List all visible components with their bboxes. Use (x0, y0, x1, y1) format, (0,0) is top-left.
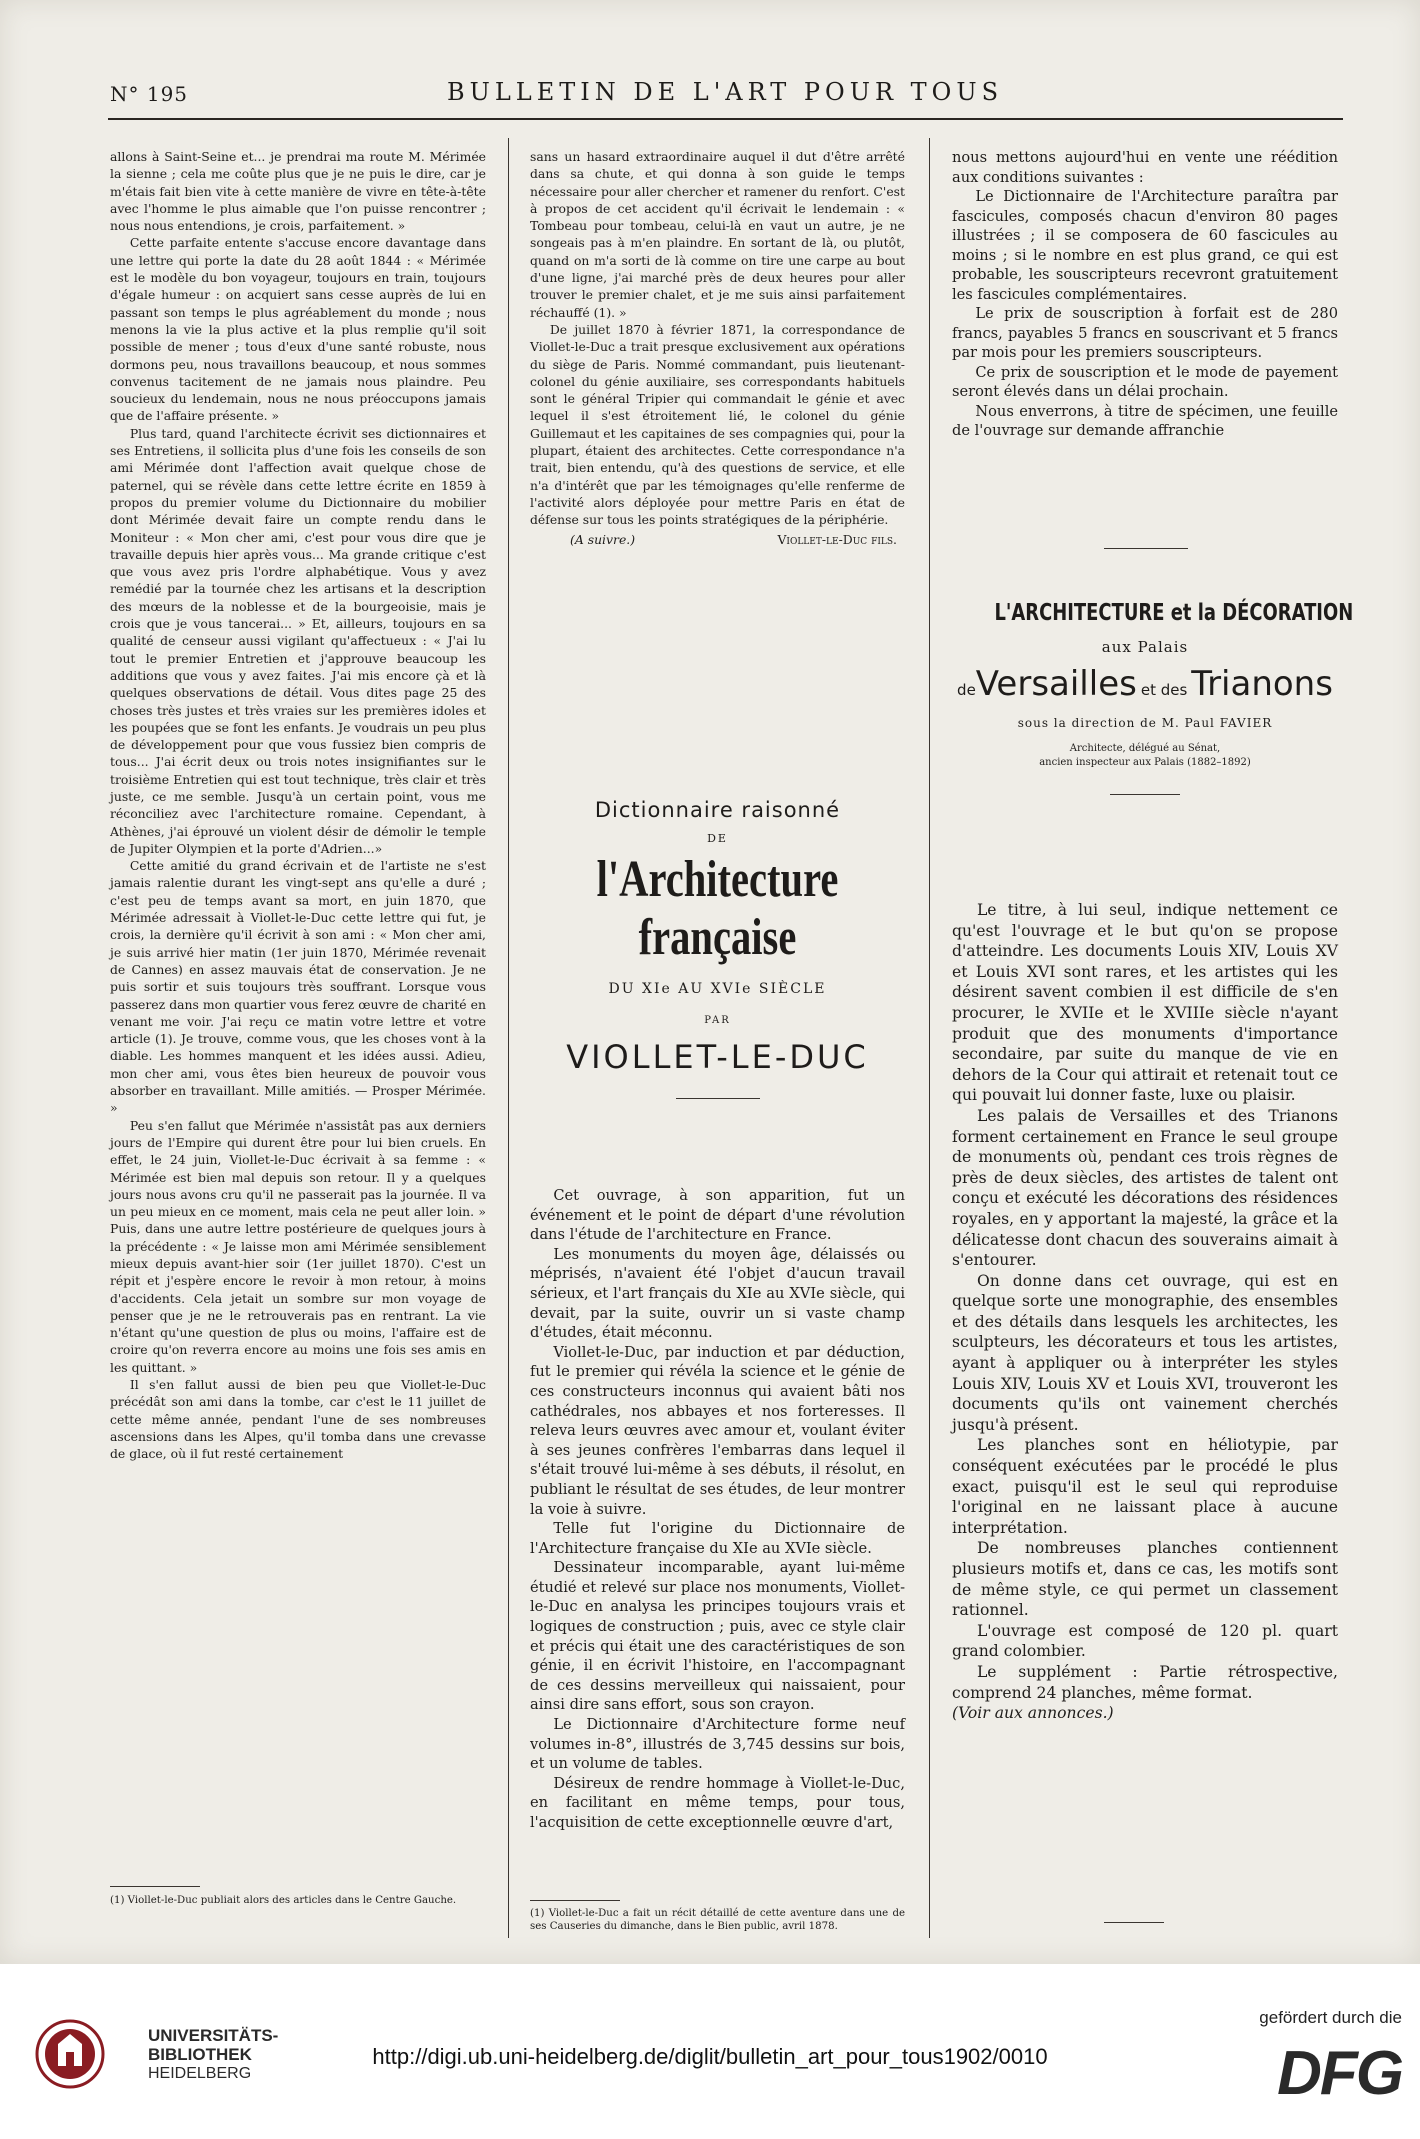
signature-line (530, 531, 905, 548)
paragraph: Cette parfaite entente s'accuse encore davantage dans une lettre qui porte la date du 28 août 1844 : « Mérimée est le modèle du bon voyageur, toujours en train, toujours d'égale humeur : on acquiert sans cesse auprès de lui en passant son temps le plus agréablement du monde ; nous menons la vie la plus active et la plus remplie qu'il soit possible de mener ; tous d'eux d'une santé robuste, nous dormons peu, nous travaillons beaucoup, et nous sommes convenus tacitement de ne jamais nous plaindre. Peu soucieux du lendemain, nous ne nous préoccupons jamais que de l'affaire présente. » (110, 235, 486, 424)
versailles-advertisement (952, 600, 1354, 795)
to-be-continued: (A suivre.) (570, 531, 636, 547)
paragraph: Ce prix de souscription et le mode de payement seront élevés dans un délai prochain. (952, 363, 1338, 400)
separator (676, 1098, 760, 1099)
dictionary-advertisement (530, 798, 905, 1099)
footnote-rule-1 (110, 1886, 200, 1887)
paragraph: Désireux de rendre hommage à Viollet-le-Duc, en facilitant en même temps, pour tous, l'acquisition de cette exceptionnelle œuvre d'art, (530, 1774, 905, 1831)
paragraph: On donne dans cet ouvrage, qui est en quelque sorte une monographie, des ensembles et des détails dans lesquels les architectes, les sculpteurs, les décorateurs et tous les artistes, ayant à appliquer ou à interpréter les styles Louis XIV, Louis XV et Louis XVI, trouveront les documents qu'ils ont vainement cherchés jusqu'à présent. (952, 1271, 1338, 1434)
column-1 (110, 148, 486, 1463)
ad-role (952, 742, 1338, 770)
ad-subtitle: aux Palais (1101, 638, 1189, 656)
footnote-2: (1) Viollet-le-Duc a fait un récit détaillé de cette aventure dans une de ses Causeries du dimanche, dans le Bien public, avril 1878. (530, 1908, 905, 1932)
paragraph: Le supplément : Partie rétrospective, comprend 24 planches, même format. (952, 1662, 1338, 1702)
paragraph: Telle fut l'origine du Dictionnaire de l'Architecture française du XIe au XVIe siècle. (530, 1520, 905, 1557)
header-rule (108, 118, 1343, 120)
ad-author: VIOLLET-LE-DUC (566, 1038, 869, 1076)
paragraph: De juillet 1870 à février 1871, la correspondance de Viollet-le-Duc a trait presque exclusivement aux opérations du siège de Paris. Nommé commandant, puis lieutenant-colonel du génie auxiliaire, ses correspondants habituels sont le général Tripier qui commandait le génie et avec lequel il s'est étroitement lié, le colonel du génie Guillemaut et les capitaines de ses compagnies qui, pour la plupart, étaient des architectes. Cette correspondance n'a trait, bien entendu, qu'à des questions de service, et elle n'a d'intérêt que par les témoignages qu'elle renferme de l'activité alors déployée pour mettre Paris en état de défense sur tous les points stratégiques de la périphérie. (530, 321, 905, 528)
see-announcements: (Voir aux annonces.) (952, 1704, 1114, 1723)
ad-trianons: Trianons (1191, 664, 1333, 704)
separator (1104, 548, 1188, 549)
funded-by-label: gefördert durch die (1259, 2008, 1402, 2027)
ad-versailles: Versailles (975, 664, 1137, 704)
ad-role-line2: ancien inspecteur aux Palais (1882–1892) (1039, 757, 1251, 768)
ad-palaces (952, 664, 1338, 704)
uni-line-2: BIBLIOTHEK (148, 2045, 252, 2064)
ad-de: de (957, 681, 976, 699)
dfg-logo: DFG (1277, 2039, 1402, 2108)
ad-role-line1: Architecte, délégué au Sénat, (1069, 743, 1221, 754)
journal-title: BULLETIN DE L'ART POUR TOUS (446, 78, 1004, 106)
footnote-1: (1) Viollet-le-Duc publiait alors des articles dans le Centre Gauche. (110, 1895, 457, 1906)
paragraph: allons à Saint-Seine et... je prendrai ma route M. Mérimée la sienne ; cela me coûte plus que je ne puis le dire, car je m'étais fait bien vite à cette manière de vivre en tête-à-tête avec l'homme le plus aimable que l'on puisse rencontrer ; nous nous entendions, je crois, parfaitement. » (110, 149, 486, 234)
paragraph: Dessinateur incomparable, ayant lui-même étudié et relevé sur place nos monuments, Viollet-le-Duc en analysa les principes toujours vrais et logiques de construction ; puis, avec ce style clair et précis qui était une des caractéristiques de son génie, il en écrivit l'histoire, en l'accompagnant de ces dessins merveilleux qui naissaient, pour ainsi dire sans effort, sous son crayon. (530, 1559, 905, 1714)
column-2-body (530, 1186, 905, 1833)
paragraph: De nombreuses planches contiennent plusieurs motifs et, dans ce cas, les motifs sont de même style, ce qui permet un classement rationnel. (952, 1539, 1338, 1620)
viewer-footer (0, 1964, 1420, 2139)
paragraph: Le Dictionnaire d'Architecture forme neuf volumes in-8°, illustrés de 3,745 dessins sur bois, et un volume de tables. (530, 1716, 905, 1773)
ad-title-line1: Dictionnaire raisonné (594, 798, 841, 822)
paragraph: Cette amitié du grand écrivain et de l'artiste ne s'est jamais ralentie durant les vingt-sept ans qu'elle a duré ; c'est peu de temps avant sa mort, en juin 1870, que Mérimée adressait à Viollet-le-Duc cette lettre qui fut, je crois, la dernière qu'il écrivit à son ami : « Mon cher ami, je suis arrivé hier matin (1er juin 1870, Mérimée revenait de Cannes) en assez mauvais état de conservation. Je ne puis sortir et suis toujours très souffrant. Lorsque vous passerez dans mon quartier vous ferez œuvre de charité en venant me voir. J'ai reçu ce matin votre lettre et votre article (1). Je trouve, comme vous, que les choses vont à la diable. Les hommes manquent et les idées aussi. Adieu, mon cher ami, vous êtes bien heureux de pouvoir vous absorber en travaillant. Mille amitiés. — Prosper Mérimée. » (110, 858, 486, 1116)
column-divider-2 (929, 138, 930, 1938)
paragraph: Le Dictionnaire de l'Architecture paraîtra par fascicules, composés chacun d'environ 80 pages illustrées ; il se composera de 60 fascicules au moins ; si le nombre en est plus grand, ce qui est probable, les souscripteurs recevront gratuitement les fascicules complémentaires. (952, 188, 1338, 303)
paragraph: Cet ouvrage, à son apparition, fut un événement et le point de départ d'une révolution dans l'étude de l'architecture en France. (530, 1187, 905, 1244)
paragraph: Plus tard, quand l'architecte écrivit ses dictionnaires et ses Entretiens, il sollicita plus d'une fois les conseils de son ami Mérimée dont l'affection avait quelque chose de paternel, qui se révèle dans cette lettre écrite en 1859 à propos du premier volume du Dictionnaire du mobilier dont Mérimée devait faire un compte rendu dans le Moniteur : « Mon cher ami, c'est pour vous dire que je travaille depuis hier après vous... Ma grande critique c'est que vous avez pris l'ordre alphabétique. Vous y avez remédié par la tournée chez les artisans et la description des mœurs de la noblesse et de la bourgeoisie, mais je crois que je vous tancerai... » Et, ailleurs, toujours en sa qualité de censeur aussi vigilant qu'affectueux : « J'ai lu tout le premier Entretien et j'approuve beaucoup les additions que vous y avez faites. J'ai mis encore çà et là quelques observations de détail. Vous dites page 25 des choses très justes et très vraies sur les premières idoles et les poupées que se font les enfants. Je voudrais un peu plus de développement pour que vous fussiez bien compris de tous... J'ai écrit deux ou trois notes insignifiantes sur le troisième Entretien qui est tout technique, très clair et très juste, ce me semble. Jusqu'à un certain point, vous me réconciliez avec l'architecture romaine. Cependant, à Athènes, j'ai éprouvé un violent désir de démolir le temple de Jupiter Olympien et la porte d'Adrien...» (110, 425, 486, 856)
paragraph: Les monuments du moyen âge, délaissés ou méprisés, n'avaient été l'objet d'aucun travail sérieux, et l'art français du XIe au XVIe siècle, qui devait, par la suite, ouvrir un si vaste champ d'études, était méconnu. (530, 1245, 905, 1342)
paragraph: Nous enverrons, à titre de spécimen, une feuille de l'ouvrage sur demande affranchie (952, 402, 1338, 439)
column-3 (952, 148, 1338, 441)
paragraph: Les planches sont en héliotypie, par conséquent exécutées par le procédé le plus exact, puisqu'il est le seul qui reproduise l'original en ne laissant place à aucune interprétation. (952, 1436, 1338, 1537)
separator (1104, 1922, 1164, 1923)
paragraph: Viollet-le-Duc, par induction et par déduction, fut le premier qui révéla la science et le génie de ces constructeurs inconnus qui avaient bâti nos cathédrales, nos abbayes et nos forteresses. Il releva leurs œuvres avec amour et, voulant éviter à ses jeunes confrères l'embarras dans lequel il s'était trouvé lui-même à ses débuts, il résolut, en publiant le résultat de ses études, de leur montrer la voie à suivre. (530, 1343, 905, 1518)
paragraph: Les palais de Versailles et des Trianons forment certainement en France le seul groupe de monuments où, pendant ces trois règnes de près de deux siècles, des artistes de talent ont conçu et exécuté les décorations des résidences royales, en y apportant la majesté, la grâce et la délicatesse dont chacun des souverains aimait à s'entourer. (952, 1106, 1338, 1270)
source-url-link[interactable]: http://digi.ub.uni-heidelberg.de/diglit/bulletin_art_pour_tous1902/0010 (372, 2044, 1048, 2069)
university-seal-icon (28, 2014, 128, 2094)
uni-line-1: UNIVERSITÄTS- (148, 2026, 279, 2045)
paragraph: Peu s'en fallut que Mérimée n'assistât pas aux derniers jours de l'Empire qui durent être pour lui bien cruels. En effet, le 24 juin, Viollet-le-Duc écrivait à sa femme : « Mérimée est bien mal depuis son retour. Il y a quelques jours nous avons cru qu'il ne passerait pas la journée. Il va un peu mieux en ce moment, mais cela ne peut aller loin. » Puis, dans une autre lettre postérieure de quelques jours à la précédente : « Je laisse mon ami Mérimée sensiblement mieux depuis avant-hier soir (1er juillet 1870). C'est un répit et j'espère encore le revoir à mon retour, à moins d'accidents. Cela jetait un sombre sur mon voyage de penser que je ne le retrouverais pas en rentrant. La vie n'étant qu'une question de plus ou moins, l'affaire est de croire qu'on reverra encore au moins une fois ses amis en les quittant. » (110, 1117, 486, 1375)
ad-et-des: et des (1140, 681, 1188, 699)
page-header (110, 78, 1340, 108)
column-divider-1 (508, 138, 509, 1938)
ad-title-century: DU XIe AU XVIe SIÈCLE (608, 981, 827, 997)
issue-number: N° 195 (110, 82, 189, 106)
paragraph: L'ouvrage est composé de 120 pl. quart grand colombier. (952, 1621, 1338, 1661)
paragraph: sans un hasard extraordinaire auquel il dut d'être arrêté dans sa chute, et qui donna à son guide le temps nécessaire pour aller chercher et ramener du renfort. C'est à propos de cet accident qu'il écrivait le lendemain : « Tombeau pour tombeau, celui-là en vaut un autre, je ne songeais pas à m'en plaindre. En sortant de là, ou plutôt, quand on m'a sorti de là comme on tire une carpe au bout d'une ligne, j'ai marché près de deux heures pour aller trouver le premier chalet, et je me suis ainsi parfaitement réchauffé (1). » (530, 149, 905, 320)
uni-line-3: HEIDELBERG (148, 2065, 252, 2082)
separator (1110, 794, 1180, 795)
ad-direction: sous la direction de M. Paul FAVIER (1017, 716, 1273, 730)
column-3-body (952, 900, 1338, 1724)
ad-title-main: l'Architecture française (596, 851, 839, 966)
paragraph: Le prix de souscription à forfait est de 280 francs, payables 5 francs en souscrivant et 5 francs par mois pour les premiers souscripteurs. (952, 305, 1338, 361)
ad-title-par: PAR (704, 1015, 731, 1026)
paragraph: nous mettons aujourd'hui en vente une réédition aux conditions suivantes : (952, 149, 1338, 186)
author-signature: Viollet-le-Duc fils. (777, 531, 897, 547)
footnote-rule-2 (530, 1900, 620, 1901)
column-2 (530, 148, 905, 548)
paragraph: Le titre, à lui seul, indique nettement ce qu'est l'ouvrage et le but qu'on se propose d'atteindre. Les documents Louis XIV, Louis XV et Louis XVI sont rares, et les artistes qui les désirent savent combien il est difficile de s'en procurer, le XVIIe et le XVIIIe siècle n'ayant produit que des monuments d'importance secondaire, par suite du manque de vie en dehors de la Cour qui attirait et retenait tout ce qui pouvait lui donner faste, luxe ou plaisir. (952, 901, 1338, 1105)
paragraph: Il s'en fallut aussi de bien peu que Viollet-le-Duc précédât son ami dans la tombe, car c'est le 11 juillet de cette même année, pendant l'une de ses nombreuses ascensions dans les Alpes, qu'il tomba dans une crevasse de glace, où il fut resté certainement (110, 1377, 486, 1462)
university-library-label (148, 2026, 278, 2083)
ad-title-line2: DE (707, 832, 728, 845)
ad-main-title: L'ARCHITECTURE et la DÉCORATION (994, 600, 1354, 626)
